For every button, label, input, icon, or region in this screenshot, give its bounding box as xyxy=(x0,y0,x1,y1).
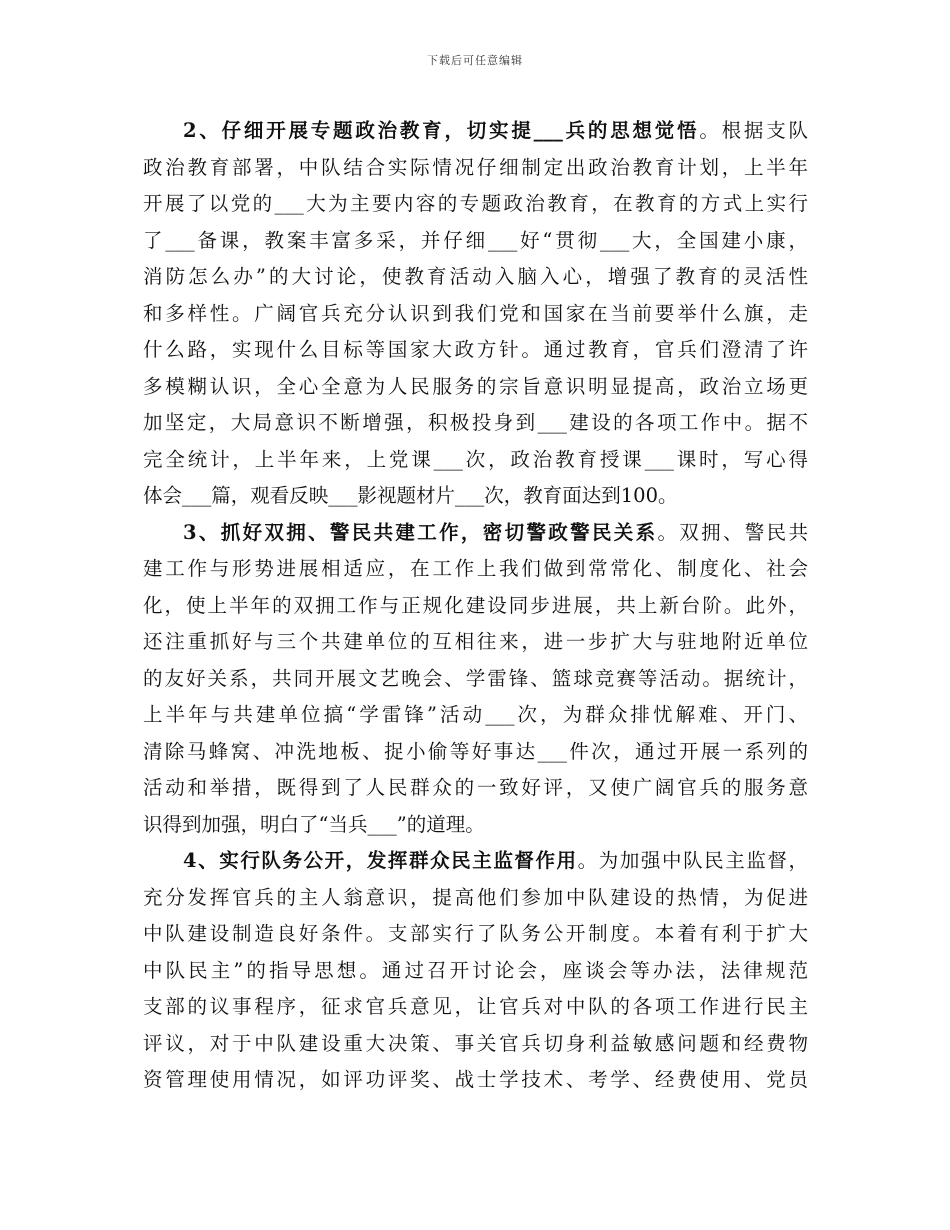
text-line xyxy=(143,1026,808,1063)
text-line xyxy=(143,661,808,698)
paragraph-heading-line xyxy=(143,843,808,880)
body-text: 政治教育部署，中队结合实际情况仔细制定出政治教育计划，上半年 xyxy=(143,155,808,179)
text-line xyxy=(143,296,808,333)
paragraph-heading-line xyxy=(143,113,808,150)
text-line xyxy=(143,150,808,187)
body-text: 资管理使用情况，如评功评奖、战士学技术、考学、经费使用、党员 xyxy=(143,1068,808,1091)
body-text: 活动和举措，既得到了人民群众的一致好评，又使广阔官兵的服务意 xyxy=(143,776,808,799)
body-text: 开展了以党的___大为主要内容的专题政治教育，在教育的方式上实行 xyxy=(143,192,808,215)
body-text: 。为加强中队民主监督， xyxy=(577,849,808,872)
text-line xyxy=(143,442,808,479)
body-text: 的友好关系，共同开展文艺晚会、学雷锋、篮球竞赛等活动。据统计， xyxy=(143,666,808,690)
body-text: 什么路，实现什么目标等国家大政方针。通过教育，官兵们澄清了许 xyxy=(143,338,808,361)
body-text: 中队建设制造良好条件。支部实行了队务公开制度。本着有利于扩大 xyxy=(143,922,808,945)
text-line xyxy=(143,369,808,406)
text-line xyxy=(143,697,808,734)
paragraph-heading-line xyxy=(143,515,808,552)
body-text: 消防怎么办”的大讨论，使教育活动入脑入心，增强了教育的灵活性 xyxy=(143,265,808,288)
text-line xyxy=(143,880,808,917)
text-line xyxy=(143,223,808,260)
text-line xyxy=(143,916,808,953)
page-header: 下载后可任意编辑 xyxy=(427,54,523,67)
body-text: 多模糊认识，全心全意为人民服务的宗旨意识明显提高，政治立场更 xyxy=(143,374,808,398)
body-text: 充分发挥官兵的主人翁意识，提高他们参加中队建设的热情，为促进 xyxy=(143,885,808,909)
body-text: 评议，对于中队建设重大决策、事关官兵切身利益敏感问题和经费物 xyxy=(143,1031,808,1055)
heading-text: 3、抓好双拥、警民共建工作，密切警政警民关系 xyxy=(183,520,658,544)
text-line xyxy=(143,551,808,588)
body-text: 识得到加强，明白了“当兵___”的道理。 xyxy=(143,812,485,836)
body-text: 。根据支队 xyxy=(699,119,808,142)
text-line xyxy=(143,259,808,296)
text-line xyxy=(143,989,808,1026)
body-text: 清除马蜂窝、冲洗地板、捉小偷等好事达___件次，通过开展一系列的 xyxy=(143,739,808,763)
body-text: 建工作与形势进展相适应，在工作上我们做到常常化、制度化、社会 xyxy=(143,557,808,580)
text-line xyxy=(143,588,808,625)
body-text: 加坚定，大局意识不断增强，积极投身到___建设的各项工作中。据不 xyxy=(143,411,808,434)
body-text: 上半年与共建单位搞“学雷锋”活动___次，为群众排忧解难、开门、 xyxy=(143,703,808,726)
body-text: 还注重抓好与三个共建单位的互相往来，进一步扩大与驻地附近单位 xyxy=(143,630,808,653)
body-text: 中队民主”的指导思想。通过召开讨论会，座谈会等办法，法律规范 xyxy=(143,958,808,982)
body-text: 体会___篇，观看反映___影视题材片___次，教育面达到100。 xyxy=(143,484,678,507)
body-text: 和多样性。广阔官兵充分认识到我们党和国家在当前要举什么旗，走 xyxy=(143,301,808,325)
text-line xyxy=(143,770,808,807)
text-line xyxy=(143,405,808,442)
text-line xyxy=(143,734,808,771)
text-line xyxy=(143,953,808,990)
heading-text: 4、实行队务公开，发挥群众民主监督作用 xyxy=(183,849,578,872)
text-line xyxy=(143,478,808,515)
body-text: 了___备课，教案丰富多采，并仔细___好“贯彻___大，全国建小康， xyxy=(143,228,808,252)
body-text: 支部的议事程序，征求官兵意见，让官兵对中队的各项工作进行民主 xyxy=(143,995,808,1018)
text-line xyxy=(143,332,808,369)
body-text: 完全统计，上半年来，上党课___次，政治教育授课___课时，写心得 xyxy=(143,447,808,471)
body-text: 化，使上半年的双拥工作与正规化建设同步进展，共上新台阶。此外， xyxy=(143,593,808,617)
document-body xyxy=(143,113,808,1099)
body-text: 。双拥、警民共 xyxy=(657,520,808,544)
text-line xyxy=(143,807,808,844)
heading-text: 2、仔细开展专题政治教育，切实提___兵的思想觉悟 xyxy=(183,119,700,142)
text-line xyxy=(143,624,808,661)
text-line xyxy=(143,1062,808,1099)
text-line xyxy=(143,186,808,223)
